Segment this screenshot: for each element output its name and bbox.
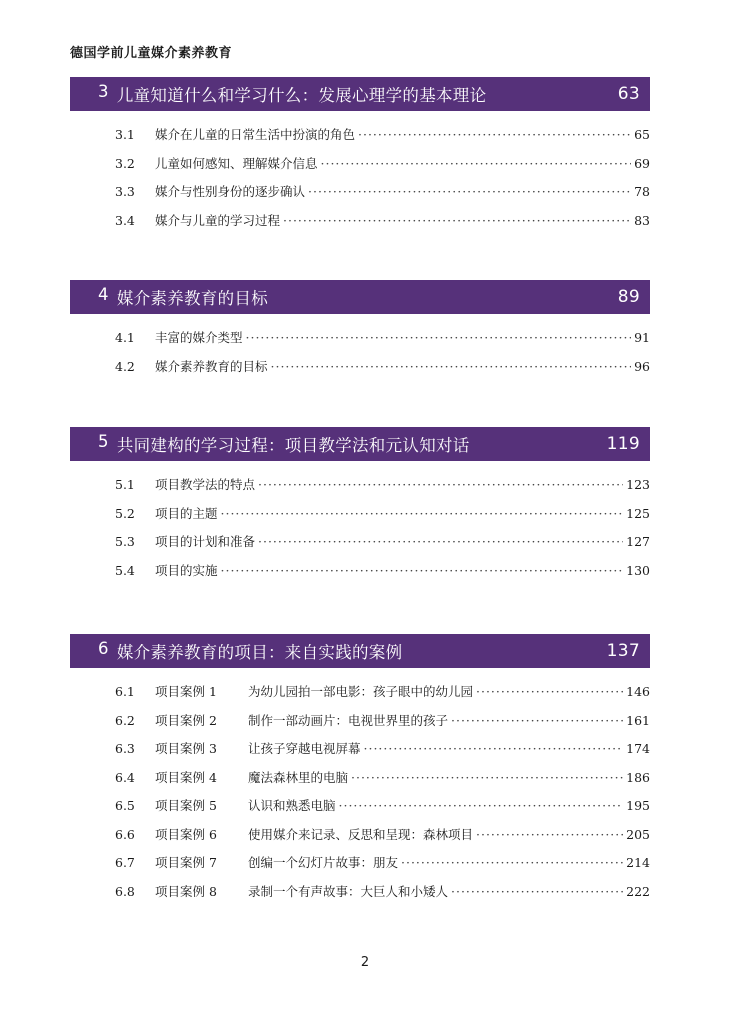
entry-title: 媒介与儿童的学习过程 bbox=[155, 212, 281, 228]
entry-page: 69 bbox=[634, 155, 650, 171]
entry-number: 6.1 bbox=[115, 684, 135, 699]
entry-title: 媒介与性别身份的逐步确认 bbox=[155, 184, 306, 199]
entry-page: 127 bbox=[626, 534, 650, 549]
case-label: 项目案例 3 bbox=[155, 741, 217, 756]
entry-page: 96 bbox=[634, 358, 650, 374]
toc-entry bbox=[70, 357, 650, 386]
entry-page: 205 bbox=[626, 826, 650, 842]
chapter-page: 137 bbox=[606, 641, 640, 661]
entry-page: 125 bbox=[626, 505, 650, 521]
entry-page: 78 bbox=[634, 184, 650, 199]
entry-title: 丰富的媒介类型 bbox=[155, 330, 243, 345]
toc-entry bbox=[70, 182, 650, 211]
entry-page: 123 bbox=[626, 477, 650, 492]
toc-entry bbox=[70, 475, 650, 504]
entry-page: 130 bbox=[626, 562, 650, 578]
chapter-number: 3 bbox=[98, 82, 109, 101]
case-label: 项目案例 5 bbox=[155, 798, 217, 813]
dot-leader bbox=[258, 477, 623, 492]
dot-leader bbox=[221, 563, 624, 578]
dot-leader bbox=[271, 359, 632, 374]
entry-number: 3.3 bbox=[115, 184, 135, 199]
entry-page: 65 bbox=[634, 127, 650, 142]
entry-page: 146 bbox=[626, 684, 650, 699]
running-header: 德国学前儿童媒介素养教育 bbox=[70, 46, 233, 61]
chapter-3 bbox=[70, 77, 650, 239]
entry-number: 5.1 bbox=[115, 477, 135, 492]
entry-title: 录制一个有声故事：大巨人和小矮人 bbox=[248, 883, 449, 899]
chapter-bar bbox=[70, 280, 650, 314]
entry-number: 6.4 bbox=[115, 769, 135, 785]
case-label: 项目案例 6 bbox=[155, 826, 217, 842]
entry-number: 6.8 bbox=[115, 883, 135, 899]
entry-title: 儿童如何感知、理解媒介信息 bbox=[155, 155, 318, 171]
entry-page: 91 bbox=[634, 330, 650, 345]
entry-page: 214 bbox=[626, 855, 650, 870]
dot-leader bbox=[401, 855, 623, 870]
entry-title: 项目的计划和准备 bbox=[155, 534, 256, 549]
chapter-4 bbox=[70, 280, 650, 385]
chapter-bar bbox=[70, 634, 650, 668]
entry-title: 魔法森林里的电脑 bbox=[248, 769, 349, 785]
entry-page: 161 bbox=[626, 712, 650, 728]
toc-entry bbox=[70, 882, 650, 911]
entry-number: 4.2 bbox=[115, 358, 135, 374]
dot-leader bbox=[451, 713, 623, 728]
entry-title: 媒介素养教育的目标 bbox=[155, 358, 268, 374]
toc-entry bbox=[70, 796, 650, 825]
chapter-6 bbox=[70, 634, 650, 910]
chapter-bar bbox=[70, 427, 650, 461]
page-number: 2 bbox=[360, 955, 370, 970]
entry-number: 6.6 bbox=[115, 826, 135, 842]
entry-number: 6.2 bbox=[115, 712, 135, 728]
toc-entry bbox=[70, 125, 650, 154]
chapter-page: 89 bbox=[617, 287, 640, 307]
chapter-number: 5 bbox=[98, 432, 109, 451]
entry-number: 6.5 bbox=[115, 798, 135, 813]
toc-entry bbox=[70, 768, 650, 797]
entry-number: 5.4 bbox=[115, 562, 135, 578]
chapter-5 bbox=[70, 427, 650, 589]
entry-number: 6.3 bbox=[115, 741, 135, 756]
toc-entry bbox=[70, 561, 650, 590]
dot-leader bbox=[364, 741, 624, 756]
chapter-bar bbox=[70, 77, 650, 111]
toc-entry bbox=[70, 328, 650, 357]
chapter-page: 119 bbox=[606, 434, 640, 454]
case-label: 项目案例 2 bbox=[155, 712, 217, 728]
chapter-title: 媒介素养教育的项目：来自实践的案例 bbox=[116, 643, 403, 662]
toc-entry bbox=[70, 211, 650, 240]
entry-title: 让孩子穿越电视屏幕 bbox=[248, 741, 361, 756]
entry-page: 222 bbox=[626, 883, 650, 899]
entry-title: 为幼儿园拍一部电影：孩子眼中的幼儿园 bbox=[248, 684, 474, 699]
entry-number: 3.4 bbox=[115, 212, 135, 228]
dot-leader bbox=[476, 684, 623, 699]
toc-entry bbox=[70, 682, 650, 711]
entry-number: 5.3 bbox=[115, 534, 135, 549]
toc-entry bbox=[70, 504, 650, 533]
dot-leader bbox=[358, 127, 631, 142]
case-label: 项目案例 1 bbox=[155, 684, 217, 699]
entry-title: 媒介在儿童的日常生活中扮演的角色 bbox=[155, 127, 356, 142]
case-label: 项目案例 8 bbox=[155, 883, 217, 899]
entry-title: 制作一部动画片：电视世界里的孩子 bbox=[248, 712, 449, 728]
dot-leader bbox=[339, 798, 624, 813]
chapter-number: 4 bbox=[98, 285, 109, 304]
entry-title: 项目的实施 bbox=[155, 562, 218, 578]
dot-leader bbox=[451, 884, 623, 899]
toc-entry bbox=[70, 154, 650, 183]
dot-leader bbox=[258, 534, 623, 549]
entry-title: 认识和熟悉电脑 bbox=[248, 798, 336, 813]
case-label: 项目案例 7 bbox=[155, 855, 217, 870]
chapter-title: 媒介素养教育的目标 bbox=[116, 289, 269, 308]
dot-leader bbox=[351, 770, 623, 785]
entry-number: 3.1 bbox=[115, 127, 135, 142]
entry-page: 83 bbox=[634, 212, 650, 228]
dot-leader bbox=[321, 156, 632, 171]
dot-leader bbox=[308, 184, 631, 199]
dot-leader bbox=[283, 213, 631, 228]
dot-leader bbox=[476, 827, 623, 842]
entry-title: 项目教学法的特点 bbox=[155, 477, 256, 492]
toc-entry bbox=[70, 711, 650, 740]
entry-title: 创编一个幻灯片故事：朋友 bbox=[248, 855, 399, 870]
chapter-page: 63 bbox=[617, 84, 640, 104]
chapter-title: 共同建构的学习过程：项目教学法和元认知对话 bbox=[116, 436, 470, 455]
entry-number: 3.2 bbox=[115, 155, 135, 171]
dot-leader bbox=[246, 330, 632, 345]
entry-title: 项目的主题 bbox=[155, 505, 218, 521]
chapter-title: 儿童知道什么和学习什么：发展心理学的基本理论 bbox=[116, 86, 487, 105]
toc-entry bbox=[70, 532, 650, 561]
entry-title: 使用媒介来记录、反思和呈现：森林项目 bbox=[248, 826, 474, 842]
entry-number: 4.1 bbox=[115, 330, 135, 345]
entry-page: 174 bbox=[626, 741, 650, 756]
entry-page: 186 bbox=[626, 769, 650, 785]
entry-page: 195 bbox=[626, 798, 650, 813]
toc-entry bbox=[70, 825, 650, 854]
case-label: 项目案例 4 bbox=[155, 769, 217, 785]
toc-entry bbox=[70, 853, 650, 882]
entry-number: 6.7 bbox=[115, 855, 135, 870]
entry-number: 5.2 bbox=[115, 505, 135, 521]
dot-leader bbox=[221, 506, 624, 521]
toc-entry bbox=[70, 739, 650, 768]
chapter-number: 6 bbox=[98, 639, 109, 658]
